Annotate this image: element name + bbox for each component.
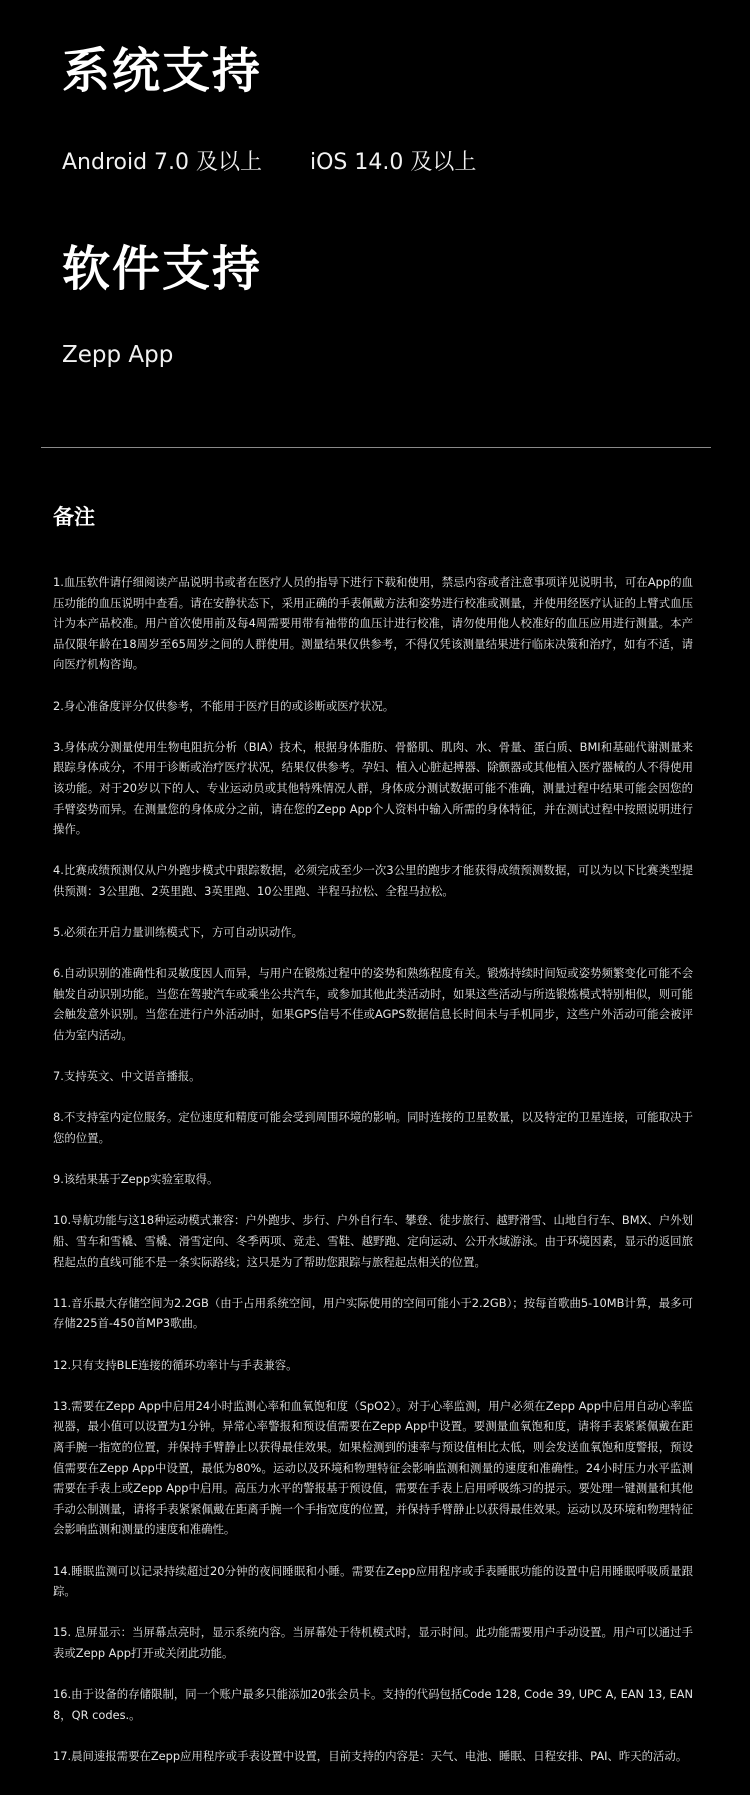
android-requirement: Android 7.0 及以上: [62, 150, 263, 175]
software-support-title: 软件支持: [62, 241, 263, 297]
os-requirements: [62, 148, 750, 178]
note-item-13: 13.需要在Zepp App中启用24小时监测心率和血氧饱和度（SpO2）。对于心率监测，用户必须在Zepp App中启用自动心率监视器，最小值可以设置为1分钟。异常心率警报和预设值需要在Zepp App中设置。要测量血氧饱和度，请将手表紧紧佩戴在距离手腕一指宽的位置，并保持手臂静止以获得最佳效果。如果检测到的速率与预设值相比太低，则会发送血氧饱和度警报，预设值需要在Zepp App中设置，最低为80%。运动以及环境和物理特征会影响监测和测量的速度和准确性。24小时压力水平监测需要在手表上或Zepp App中启用。高压力水平的警报基于预设值，需要在手表上启用呼吸练习的提示。要处理一键测量和其他手动公制测量，请将手表紧紧佩戴在距离手腕一个手指宽度的位置，并保持手臂静止以获得最佳效果。运动以及环境和物理特征会影响监测和测量的速度和准确性。: [53, 1398, 693, 1537]
note-item-10: 10.导航功能与这18种运动模式兼容：户外跑步、步行、户外自行车、攀登、徒步旅行、越野滑雪、山地自行车、BMX、户外划船、雪车和雪橇、雪橇、滑雪定向、冬季两项、竞走、雪鞋、越野跑、定向运动、公开水域游泳。由于环境因素，显示的返回旅程起点的直线可能不是一条实际路线；这只是为了帮助您跟踪与旅程起点相关的位置。: [53, 1213, 693, 1269]
note-item-2: 2.身心准备度评分仅供参考，不能用于医疗目的或诊断或医疗状况。: [53, 698, 395, 713]
ios-requirement: iOS 14.0 及以上: [310, 150, 477, 175]
note-item-5: 5.必须在开启力量训练模式下，方可自动识动作。: [53, 925, 304, 940]
note-item-16: 16.由于设备的存储限制，同一个账户最多只能添加20张会员卡。支持的代码包括Code 128, Code 39, UPC A, EAN 13, EAN 8，QR codes.。: [53, 1687, 693, 1722]
note-item-14: 14.睡眠监测可以记录持续超过20分钟的夜间睡眠和小睡。需要在Zepp应用程序或手表睡眠功能的设置中启用睡眠呼吸质量跟踪。: [53, 1563, 693, 1599]
note-item-11: 11.音乐最大存储空间为2.2GB（由于占用系统空间，用户实际使用的空间可能小于2.2GB）；按每首歌曲5-10MB计算，最多可存储225首-450首MP3歌曲。: [53, 1295, 693, 1331]
note-item-4: 4.比赛成绩预测仅从户外跑步模式中跟踪数据，必须完成至少一次3公里的跑步才能获得成绩预测数据，可以为以下比赛类型提供预测：3公里跑、2英里跑、3英里跑、10公里跑、半程马拉松、全程马拉松。: [53, 863, 693, 898]
note-item-17: 17.晨间速报需要在Zepp应用程序或手表设置中设置，目前支持的内容是：天气、电池、睡眠、日程安排、PAI、昨天的活动。: [53, 1748, 688, 1763]
note-item-9: 9.该结果基于Zepp实验室取得。: [53, 1172, 219, 1187]
system-support-title: 系统支持: [62, 43, 263, 99]
note-item-3: 3.身体成分测量使用生物电阻抗分析（BIA）技术，根据身体脂肪、骨骼肌、肌肉、水、骨量、蛋白质、BMI和基础代谢测量来跟踪身体成分，不用于诊断或治疗医疗状况，结果仅供参考。孕妇、植入心脏起搏器、除颤器或其他植入医疗器械的人不得使用该功能。对于20岁以下的人、专业运动员或其他特殊情况人群，身体成分测试数据可能不准确，测量过程中结果可能会因您的手臂姿势而异。在测量您的身体成分之前，请在您的Zepp App个人资料中输入所需的身体特征，并在测试过程中按照说明进行操作。: [53, 739, 693, 837]
note-item-1: 1.血压软件请仔细阅读产品说明书或者在医疗人员的指导下进行下载和使用，禁忌内容或者注意事项详见说明书，可在App的血压功能的血压说明中查看。请在安静状态下，采用正确的手表佩戴方法和姿势进行校准或测量，并使用经医疗认证的上臂式血压计为本产品校准。用户首次使用前及每4周需要用带有袖带的血压计进行校准，请勿使用他人校准好的血压应用进行测量。本产品仅限年龄在18周岁至65周岁之间的人群使用。测量结果仅供参考，不得仅凭该测量结果进行临床决策和治疗，如有不适，请向医疗机构咨询。: [53, 575, 693, 672]
note-item-7: 7.支持英文、中文语音播报。: [53, 1069, 201, 1084]
app-requirement: Zepp App: [62, 342, 174, 368]
notes-section: [53, 502, 693, 1787]
section-divider: [41, 447, 711, 448]
note-item-8: 8.不支持室内定位服务。定位速度和精度可能会受到周围环境的影响。同时连接的卫星数量，以及特定的卫星连接，可能取决于您的位置。: [53, 1110, 693, 1146]
note-item-15: 15. 息屏显示：当屏幕点亮时，显示系统内容。当屏幕处于待机模式时，显示时间。此功能需要用户手动设置。用户可以通过手表或Zepp App打开或关闭此功能。: [53, 1625, 693, 1660]
notes-title: 备注: [53, 505, 95, 529]
note-item-12: 12.只有支持BLE连接的循环功率计与手表兼容。: [53, 1357, 298, 1372]
header-section: [0, 0, 750, 370]
note-item-6: 6.自动识别的准确性和灵敏度因人而异，与用户在锻炼过程中的姿势和熟练程度有关。锻炼持续时间短或姿势频繁变化可能不会触发自动识别功能。当您在驾驶汽车或乘坐公共汽车，或参加其他此类活动时，如果这些活动与所选锻炼模式特别相似，则可能会触发意外识别。当您在进行户外活动时，如果GPS信号不佳或AGPS数据信息长时间未与手机同步，这些户外活动可能会被评估为室内活动。: [53, 966, 693, 1043]
